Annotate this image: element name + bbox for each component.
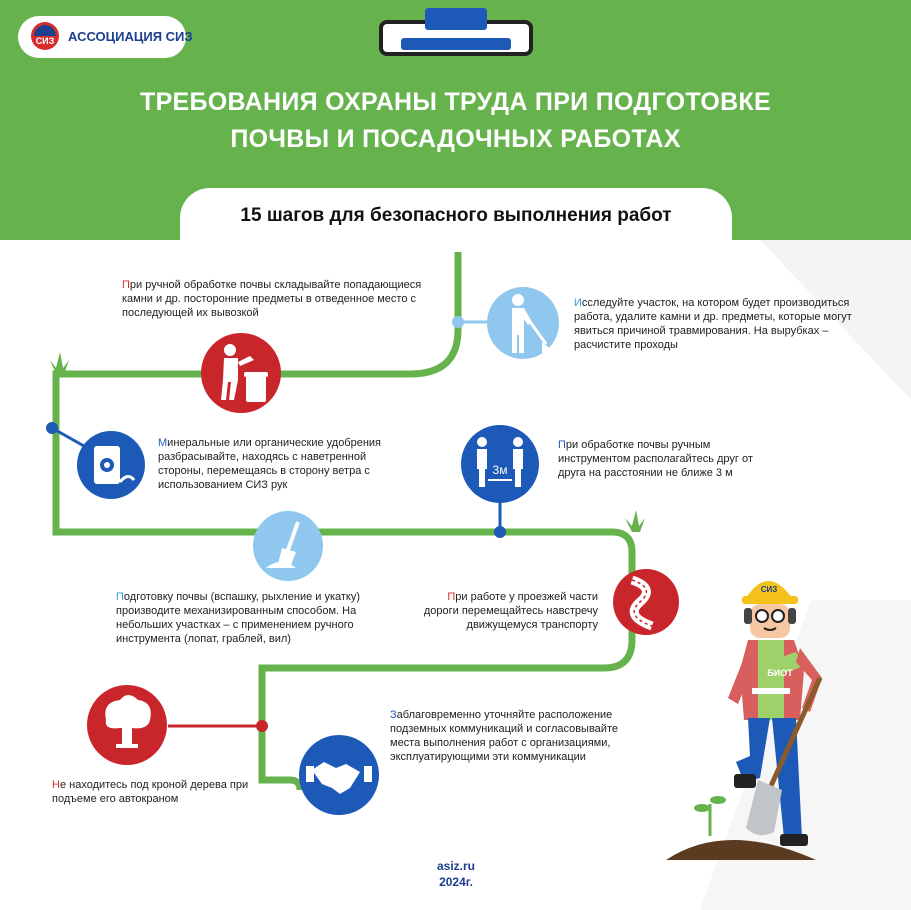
clipboard-icon bbox=[379, 8, 533, 56]
logo[interactable] bbox=[18, 16, 193, 58]
step-8-body: аблаговременно уточняйте расположение подземных коммуникаций и согласовывайте места выполнения работ с организациями, эксплуатирующими эти коммуникации bbox=[390, 709, 618, 763]
step-3-body: инеральные или органические удобрения разбрасывайте, находясь с наветренной стороны, перемещаясь в сторону ветра с использованием СИЗ рук bbox=[158, 437, 382, 491]
logo-text: АССОЦИАЦИЯ СИЗ bbox=[68, 29, 193, 44]
worker-illustration bbox=[660, 568, 860, 860]
svg-text:СИЗ: СИЗ bbox=[35, 36, 55, 46]
distance-icon bbox=[460, 424, 540, 504]
step-text-4 bbox=[558, 438, 758, 480]
tree-icon bbox=[86, 684, 168, 766]
step-4-body: ри обработке почвы ручным инструментом располагайтесь друг от друга на расстоянии не ближе 3 м bbox=[558, 439, 753, 479]
subtitle: 15 шагов для безопасного выполнения работ bbox=[240, 205, 672, 226]
step-text-5 bbox=[116, 590, 386, 646]
step-text-8 bbox=[390, 708, 640, 764]
step-text-1 bbox=[122, 278, 422, 320]
sweeping-worker-icon bbox=[486, 286, 560, 360]
step-text-7 bbox=[52, 778, 252, 806]
step-text-6 bbox=[412, 590, 598, 632]
step-5-body: одготовку почвы (вспашку, рыхление и укатку) производите механизированным способом. На небольших участках – с применением ручного инструмента (лопат, граблей, вил) bbox=[116, 591, 361, 645]
step-2-body: сследуйте участок, на котором будет производиться работа, удалите камни и др. предметы, которые могут явиться причиной травмирования. На вырубках – расчистите проходы bbox=[574, 297, 852, 351]
step-4-initial: П bbox=[558, 439, 566, 451]
page-title-line2: ПОЧВЫ И ПОСАДОЧНЫХ РАБОТАХ bbox=[230, 125, 681, 153]
fertilizer-bag-icon bbox=[76, 430, 146, 500]
trash-disposal-icon bbox=[200, 332, 282, 414]
step-1-initial: П bbox=[122, 279, 130, 291]
svg-text:БИОТ: БИОТ bbox=[767, 668, 793, 678]
step-8-initial: З bbox=[390, 709, 397, 721]
handshake-icon bbox=[298, 734, 380, 816]
step-7-initial: Н bbox=[52, 779, 60, 791]
step-text-3 bbox=[158, 436, 408, 492]
footer-year: 2024г. bbox=[439, 875, 473, 889]
step-6-body: ри работе у проезжей части дороги перемещайтесь навстречу движущемуся транспорту bbox=[423, 591, 598, 631]
step-2-initial: И bbox=[574, 297, 582, 309]
siz-logo-icon bbox=[30, 21, 60, 51]
step-5-initial: П bbox=[116, 591, 124, 603]
footer-site-link[interactable]: asiz.ru bbox=[436, 859, 475, 873]
step-1-body: ри ручной обработке почвы складывайте попадающиеся камни и др. посторонние предметы в отведенное место с последующей их вывозкой bbox=[122, 279, 422, 319]
svg-text:3м: 3м bbox=[492, 463, 508, 477]
footer bbox=[402, 858, 510, 890]
step-6-initial: П bbox=[447, 591, 456, 603]
page-title-line1: ТРЕБОВАНИЯ ОХРАНЫ ТРУДА ПРИ ПОДГОТОВКЕ bbox=[140, 88, 771, 116]
step-text-2 bbox=[574, 296, 864, 352]
svg-text:СИЗ: СИЗ bbox=[760, 585, 778, 594]
shovel-icon bbox=[252, 510, 324, 582]
step-3-initial: М bbox=[158, 437, 168, 449]
step-7-body: е находитесь под кроной дерева при подъеме его автокраном bbox=[52, 779, 249, 805]
